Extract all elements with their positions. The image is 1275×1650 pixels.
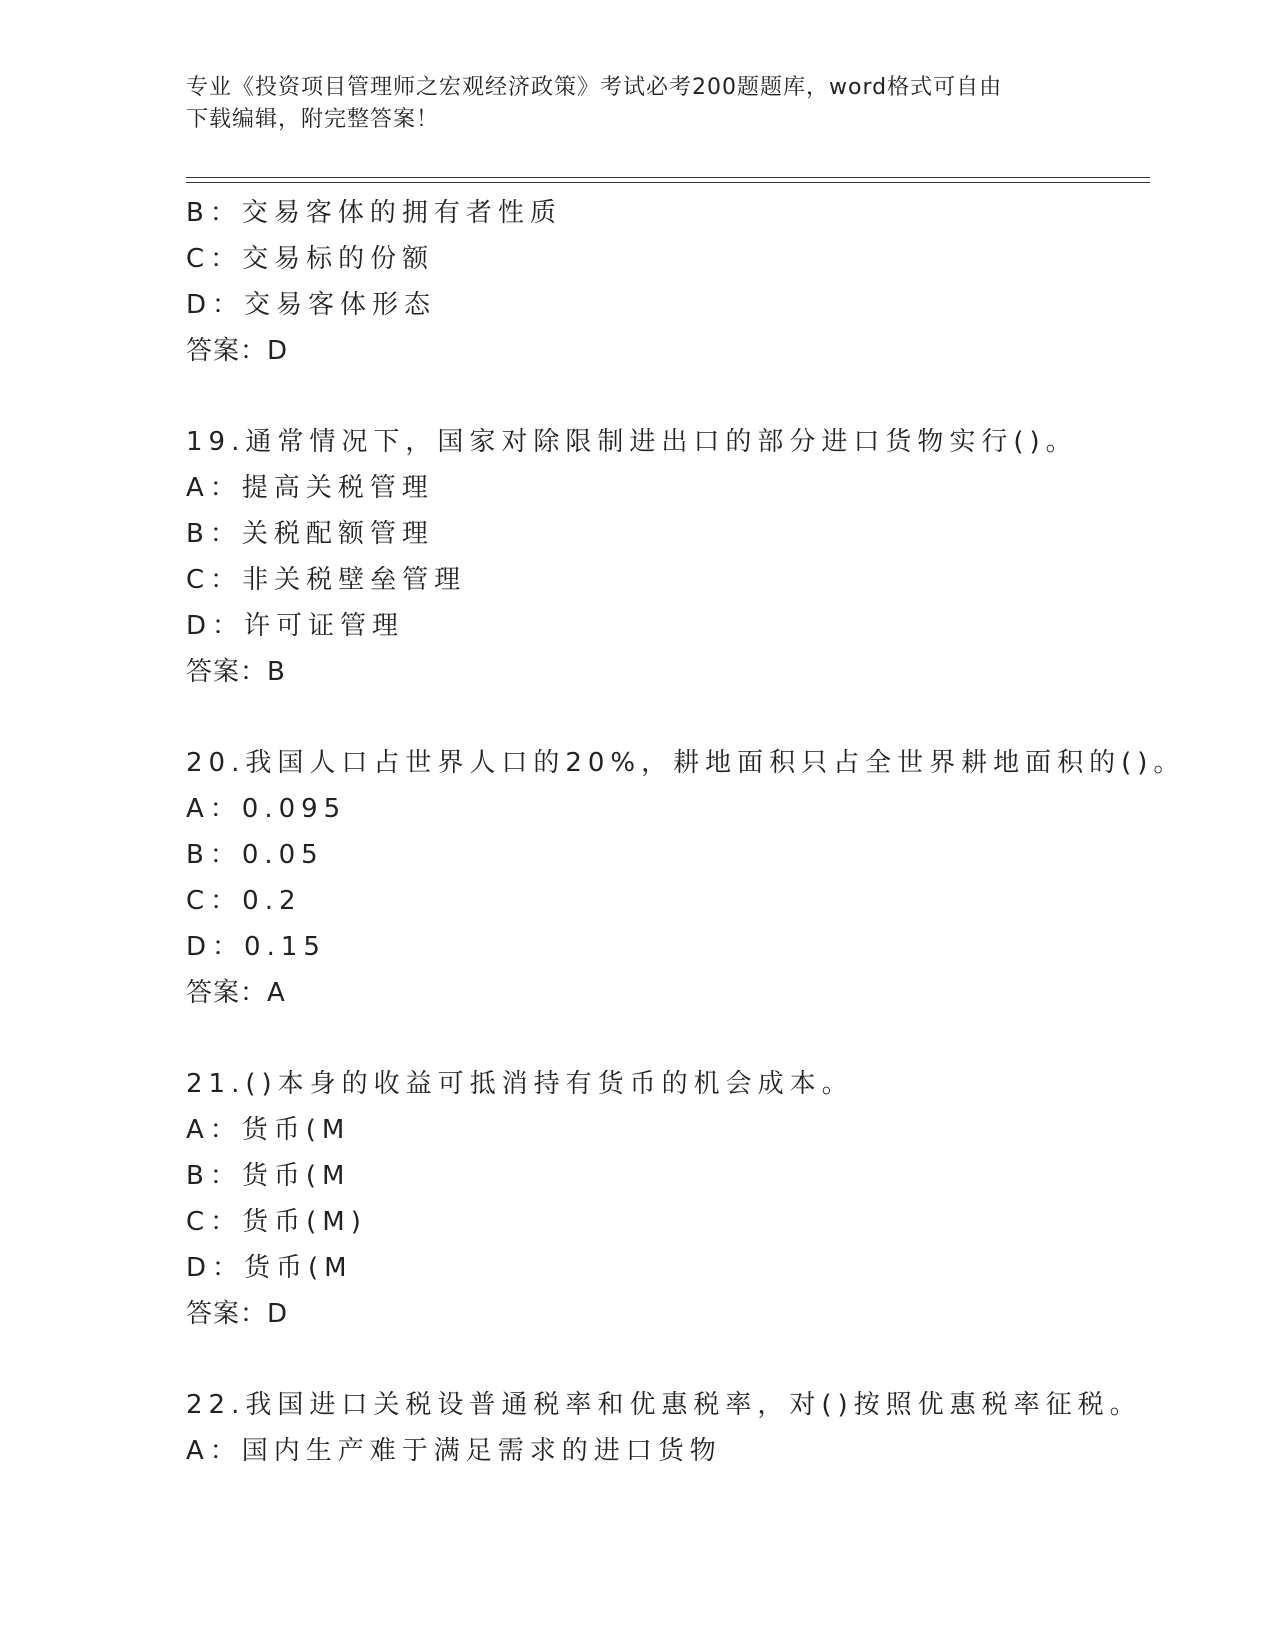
question-stem: 20.我国人口占世界人口的20%，耕地面积只占全世界耕地面积的()。 xyxy=(186,748,1186,778)
answer: 答案：A xyxy=(186,978,286,1008)
option-c: C：0.2 xyxy=(186,886,302,916)
question-stem: 22.我国进口关税设普通税率和优惠税率，对()按照优惠税率征税。 xyxy=(186,1390,1142,1420)
option-c: C：货币(M) xyxy=(186,1207,367,1237)
answer: 答案：D xyxy=(186,336,289,366)
answer: 答案：B xyxy=(186,657,286,687)
header-divider-bottom xyxy=(186,182,1150,183)
option-c: C：非关税壁垒管理 xyxy=(186,565,467,595)
document-header xyxy=(186,72,1066,136)
question-stem: 19.通常情况下，国家对除限制进出口的部分进口货物实行()。 xyxy=(186,427,1078,457)
option-a: A：国内生产难于满足需求的进口货物 xyxy=(186,1436,722,1466)
question-block-19 xyxy=(186,419,1146,695)
option-b: B：交易客体的拥有者性质 xyxy=(186,198,562,228)
option-a: A：0.095 xyxy=(186,794,347,824)
option-b: B：关税配额管理 xyxy=(186,519,434,549)
option-a: A：提高关税管理 xyxy=(186,473,434,503)
option-d: D：0.15 xyxy=(186,932,326,962)
option-d: D：许可证管理 xyxy=(186,611,405,641)
option-c: C：交易标的份额 xyxy=(186,244,435,274)
question-block-21 xyxy=(186,1061,1146,1337)
option-d: D：货币(M xyxy=(186,1253,353,1283)
question-list xyxy=(186,190,1186,1474)
option-d: D：交易客体形态 xyxy=(186,290,437,320)
question-block-22 xyxy=(186,1382,1146,1474)
header-line-2: 下载编辑，附完整答案！ xyxy=(186,107,440,132)
header-line-1: 专业《投资项目管理师之宏观经济政策》考试必考200题题库，word格式可自由 xyxy=(186,75,1003,100)
option-b: B：0.05 xyxy=(186,840,324,870)
question-stem: 21.()本身的收益可抵消持有货币的机会成本。 xyxy=(186,1069,854,1099)
header-divider-top xyxy=(186,177,1150,178)
option-a: A：货币(M xyxy=(186,1115,351,1145)
question-block-20 xyxy=(186,740,1186,1016)
question-block-18-continued xyxy=(186,190,1146,374)
option-b: B：货币(M xyxy=(186,1161,351,1191)
answer: 答案：D xyxy=(186,1299,289,1329)
